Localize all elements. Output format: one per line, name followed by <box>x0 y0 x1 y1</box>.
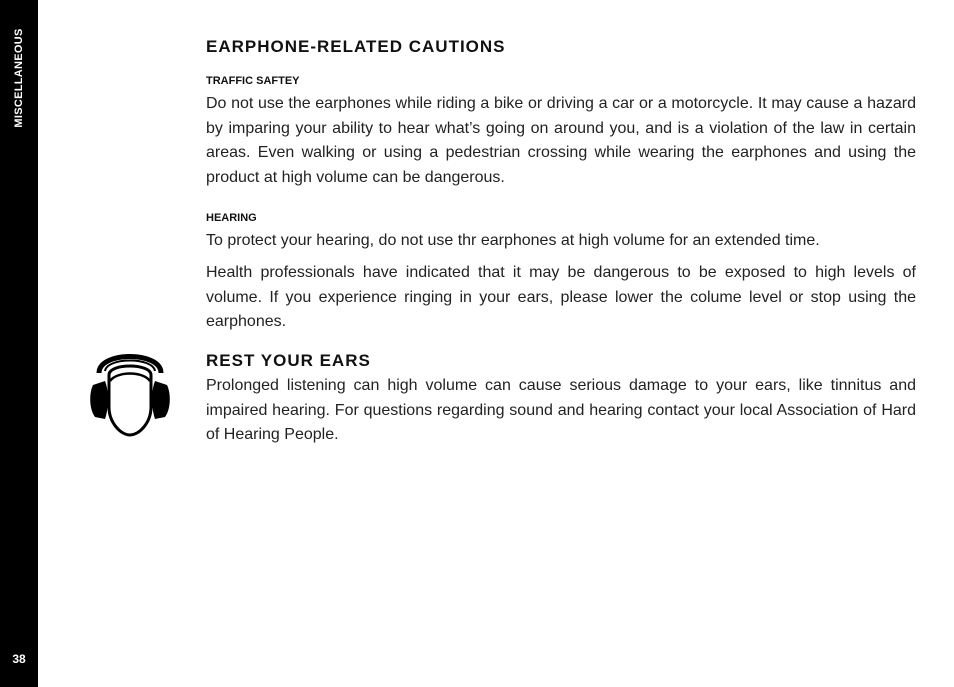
hearing-text: To protect your hearing, do not use thr earphones at high volume for an extended time. <box>206 232 820 249</box>
rest-ears-text: Prolonged listening can high volume can cause serious damage to your ears, like tinnitus and impaired hearing. For questions regarding sound and hearing contact your local Association of Hard of Hearing People. <box>206 377 916 443</box>
traffic-safety-text: Do not use the earphones while riding a bike or driving a car or a motorcycle. It may cause a hazard by imparing your ability to hear what’s going on around you, and is a violation of the law in certain areas. Even walking or using a pedestrian crossing while wearing the earphones and using the product at high volume can be dangerous. <box>206 95 916 186</box>
page-number: 38 <box>12 652 26 666</box>
hearing-health-text: Health professionals have indicated that it may be dangerous to be exposed to high levels of volume. If you experience ringing in your ears, please lower the colume level or stop using the earphones. <box>206 264 916 330</box>
sidebar <box>0 0 38 687</box>
earphone-cautions-title: EARPHONE-RELATED CAUTIONS <box>206 37 506 56</box>
ear-protection-icon <box>87 345 173 440</box>
hearing-heading: HEARING <box>206 212 257 224</box>
section-label: MISCELLANEOUS <box>13 28 25 128</box>
rest-ears-title: REST YOUR EARS <box>206 351 371 370</box>
traffic-safety-heading: TRAFFIC SAFTEY <box>206 75 300 87</box>
